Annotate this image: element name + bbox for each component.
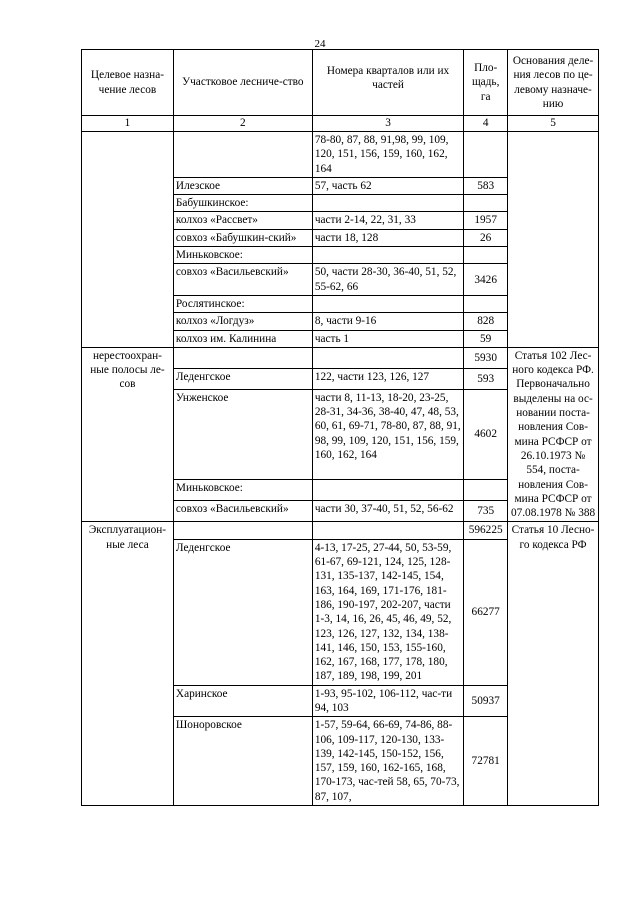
forestry-cell: Леденгское xyxy=(173,368,312,389)
table-header-row xyxy=(82,50,599,116)
table-row xyxy=(82,132,599,178)
forestry-cell: совхоз «Васильевский» xyxy=(173,264,312,296)
area-cell: 735 xyxy=(464,501,508,522)
forestry-cell: Унженское xyxy=(173,389,312,479)
quarters-cell: 122, части 123, 126, 127 xyxy=(312,368,463,389)
forestry-cell: Харинское xyxy=(173,685,312,717)
header-area: Пло-щадь, га xyxy=(464,50,508,116)
forestry-cell: Миньковское: xyxy=(173,247,312,264)
forestry-cell: совхоз «Бабушкин-ский» xyxy=(173,229,312,246)
area-cell xyxy=(464,295,508,312)
quarters-cell: 8, части 9-16 xyxy=(312,313,463,330)
forestry-cell: Шоноровское xyxy=(173,717,312,806)
header-quarters: Номера кварталов или их частей xyxy=(312,50,463,116)
quarters-cell: части 18, 128 xyxy=(312,229,463,246)
forestry-cell: Леденгское xyxy=(173,539,312,685)
forestry-cell xyxy=(173,132,312,178)
forestry-cell: колхоз «Логдуз» xyxy=(173,313,312,330)
quarters-cell xyxy=(312,522,463,539)
area-cell: 828 xyxy=(464,313,508,330)
basis-cell: Статья 10 Лесно-го кодекса РФ xyxy=(508,522,599,806)
area-cell: 26 xyxy=(464,229,508,246)
table-row-section xyxy=(82,522,599,539)
quarters-cell: часть 1 xyxy=(312,330,463,347)
header-forestry: Участковое лесниче-ство xyxy=(173,50,312,116)
column-index: 5 xyxy=(508,116,599,132)
area-cell: 583 xyxy=(464,177,508,194)
quarters-cell: 50, части 28-30, 36-40, 51, 52, 55-62, 66 xyxy=(312,264,463,296)
column-index: 4 xyxy=(464,116,508,132)
area-cell: 50937 xyxy=(464,685,508,717)
area-cell: 1957 xyxy=(464,212,508,229)
area-total-cell: 5930 xyxy=(464,347,508,368)
purpose-cell-empty xyxy=(82,132,174,348)
area-cell xyxy=(464,480,508,501)
forestry-cell: Миньковское: xyxy=(173,480,312,501)
table-row-section xyxy=(82,347,599,368)
area-cell: 4602 xyxy=(464,389,508,479)
column-index: 3 xyxy=(312,116,463,132)
quarters-cell xyxy=(312,295,463,312)
quarters-cell: части 8, 11-13, 18-20, 23-25, 28-31, 34-36, 38-40, 47, 48, 53, 60, 61, 69-71, 78-80, 87, 88, 91, 98, 99, 109, 120, 151, 156, 159, 160, 162, 164 xyxy=(312,389,463,479)
forestry-cell: Илезское xyxy=(173,177,312,194)
quarters-cell xyxy=(312,347,463,368)
column-index-row xyxy=(82,116,599,132)
quarters-cell: 78-80, 87, 88, 91,98, 99, 109, 120, 151, 156, 159, 160, 162, 164 xyxy=(312,132,463,178)
area-cell xyxy=(464,247,508,264)
area-cell: 593 xyxy=(464,368,508,389)
column-index: 2 xyxy=(173,116,312,132)
area-cell: 72781 xyxy=(464,717,508,806)
quarters-cell: части 2-14, 22, 31, 33 xyxy=(312,212,463,229)
purpose-cell: Эксплуатацион-ные леса xyxy=(82,522,174,806)
column-index: 1 xyxy=(82,116,174,132)
forestry-cell: Рослятинское: xyxy=(173,295,312,312)
area-cell: 66277 xyxy=(464,539,508,685)
area-cell xyxy=(464,132,508,178)
quarters-cell xyxy=(312,247,463,264)
forestry-cell xyxy=(173,522,312,539)
quarters-cell xyxy=(312,195,463,212)
forestry-cell: колхоз им. Калинина xyxy=(173,330,312,347)
forest-purpose-table xyxy=(81,49,599,806)
purpose-cell: нерестоохран-ные полосы ле-сов xyxy=(82,347,174,522)
forestry-cell xyxy=(173,347,312,368)
quarters-cell: 1-93, 95-102, 106-112, час-ти 94, 103 xyxy=(312,685,463,717)
header-purpose: Целевое назна-чение лесов xyxy=(82,50,174,116)
basis-cell-empty xyxy=(508,132,599,348)
basis-cell: Статья 102 Лес-ного кодекса РФ. Первоначально выделены на ос-новании поста-новления Сов-мина РСФСР от 26.10.1973 № 554, поста-новления Сов-мина РСФСР от 07.08.1978 № 388 xyxy=(508,347,599,522)
forestry-cell: совхоз «Васильевский» xyxy=(173,501,312,522)
area-cell xyxy=(464,195,508,212)
area-cell: 3426 xyxy=(464,264,508,296)
page-number: 24 xyxy=(314,38,326,50)
quarters-cell: 1-57, 59-64, 66-69, 74-86, 88-106, 109-117, 120-130, 133-139, 142-145, 150-152, 156, 157, 159, 160, 162-165, 168, 170-173, час-тей 58, 65, 70-73, 87, 107, xyxy=(312,717,463,806)
forestry-cell: Бабушкинское: xyxy=(173,195,312,212)
forestry-cell: колхоз «Рассвет» xyxy=(173,212,312,229)
area-cell: 59 xyxy=(464,330,508,347)
quarters-cell xyxy=(312,480,463,501)
quarters-cell: части 30, 37-40, 51, 52, 56-62 xyxy=(312,501,463,522)
quarters-cell: 57, часть 62 xyxy=(312,177,463,194)
header-basis: Основания деле-ния лесов по це-левому назначе-нию xyxy=(508,50,599,116)
area-total-cell: 596225 xyxy=(464,522,508,539)
quarters-cell: 4-13, 17-25, 27-44, 50, 53-59, 61-67, 69-121, 124, 125, 128-131, 135-137, 142-145, 154, 163, 164, 169, 171-176, 181-186, 190-197, 202-207, части 1-3, 14, 16, 26, 45, 46, 49, 52, 123, 126, 127, 132, 134, 138-141, 146, 150, 153, 155-160, 162, 167, 168, 177, 178, 180, 187, 189, 198, 199, 201 xyxy=(312,539,463,685)
